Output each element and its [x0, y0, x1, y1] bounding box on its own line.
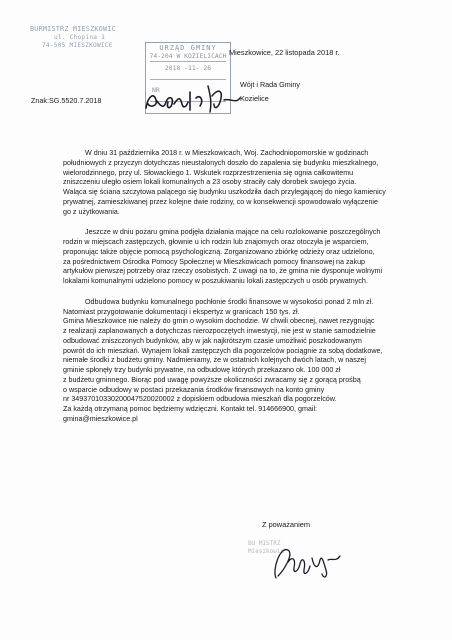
body-line: z budżetu gminnego. Biorąc pod uwagę powyższe okoliczności zwracamy się z gorącą prośbą: [63, 375, 361, 384]
letter-body: [63, 149, 408, 436]
signature: [266, 540, 346, 584]
receipt-stamp-address: 74-204 W KOZIELICACH: [149, 52, 227, 60]
sender-stamp-line: BURMISTRZ MIESZKOWIC: [30, 25, 116, 33]
receipt-stamp-number-label: NR: [152, 86, 160, 94]
body-line: Natomiast przygotowanie dokumentacji i ekspertyz w granicach 150 tys. zł.: [63, 307, 300, 316]
body-line: prywatnej, zamieszkiwanej przez kolejne dwie rodziny, co w konsekwencji spowodowało wyłączenie: [63, 197, 378, 206]
body-line: południowych z przyczyn dotychczas nieustalonych doszło do zapalenia się budynku mieszkalnego,: [63, 158, 379, 167]
paragraph-2: [63, 228, 408, 287]
sender-stamp: [30, 25, 140, 51]
place-date: Mieszkowice, 22 listopada 2018 r.: [229, 48, 340, 57]
reference-number: Znak:SG.5520.7.2018: [31, 96, 102, 105]
body-line: artykułów pierwszej potrzeby oraz rzeczy osobistych. Z uwagi na to, że gmina nie dysponuje wolnymi: [63, 267, 383, 276]
body-line: lokalami komunalnymi udzielono pomocy w poszukiwaniu lokali zastępczych u osób prywatnych.: [63, 277, 368, 285]
body-line: za pośrednictwem Ośrodka Pomocy Społecznej w Mieszkowicach pomocy finansowej na zakup: [63, 257, 366, 266]
body-line: wielorodzinnego, przy ul. Słowackiego 1. Wskutek rozprzestrzenienia się ognia całkowitemu: [63, 168, 354, 177]
paragraph-1: [63, 149, 408, 217]
closing-phrase: Z poważaniem: [262, 520, 311, 529]
body-line: nr 34937010330200047520020002 z dopiskiem odbudowa mieszkań dla pogorzelców.: [63, 395, 337, 404]
body-line: gmina@mieszkowice.pl: [63, 414, 138, 423]
body-line: odbudować zniszczonych budynków, aby w jak najkrótszym czasie umożliwić poszkodowanym: [63, 336, 362, 345]
body-line: proponując także objęcie pomocą psychologiczną. Zorganizowano zbiórkę odzieży oraz udzielono,: [63, 247, 375, 256]
body-line: gminie spłonęły trzy budynki prywatne, na odbudowę których przekazano ok. 100 000 zł: [63, 366, 341, 374]
body-line: W dniu 31 października 2018 r. w Mieszkowicach, Woj. Zachodniopomorskie w godzinach: [85, 149, 369, 157]
body-line: z realizacji zaplanowanych a dotychczas nierozpoczętych inwestycji, nie jest w stanie samodzielnie: [63, 327, 376, 335]
body-line: Odbudowa budynku komunalnego pochłonie środki finansowe w wysokości ponad 2 mln zł.: [85, 297, 374, 306]
body-line: Za każdą otrzymaną pomoc będziemy wdzięczni. Kontakt tel. 914666900, gmail:: [63, 405, 318, 413]
body-line: go z użytkowania.: [63, 207, 120, 216]
body-line: Gmina Mieszkowice nie należy do gmin o wysokim dochodzie. W chwili obecnej, nawet rezygnując: [63, 317, 375, 326]
signature-stamp-line: BU MISTRZ: [248, 540, 281, 547]
sender-stamp-line: 74-505 MIESZKOWICE: [42, 42, 113, 50]
receipt-handwritten-note: [140, 78, 260, 118]
body-line: Jeszcze w dniu pożaru gmina podjęła działania mające na celu rozlokowanie poszczególnych: [85, 228, 381, 237]
recipient-line: Wójt i Rada Gminy: [240, 80, 300, 89]
body-line: zniszczeniu uległo osiem lokali komunalnych a 23 osoby straciły cały dorobek swojego życia.: [63, 178, 357, 187]
body-line: niemałe środki z budżetu gminy. Nadmieniamy, że w ostatnich kolejnych dwóch latach, w naszej: [63, 356, 366, 365]
body-line: powrót do ich mieszkań. Wynajem lokali zastępczych dla pogorzelców pociągnie za sobą dodatkowe,: [63, 346, 383, 355]
receipt-stamp-office: URZĄD GMINY: [159, 44, 217, 52]
body-line: Waląca się ściana szczytowa palącego się budynku uszkodziła dach przylegającej do niego kamienicy: [63, 188, 386, 196]
body-line: rodzin w miejscach zastępczych, głownie u ich rodzin lub znajomych oraz otoczyła je wsparciem,: [63, 238, 369, 246]
paragraph-3: [63, 298, 408, 425]
recipient-line: Kozielice: [240, 94, 269, 103]
signature-stamp-line: Mieszkowic: [248, 547, 285, 555]
body-line: o wsparcie odbudowy w postaci przekazania środków finansowych na konto gminy: [63, 385, 325, 394]
sender-stamp-line: ul. Chopina 1: [54, 33, 106, 41]
receipt-stamp-date: 2018 -11- 26: [164, 64, 212, 72]
